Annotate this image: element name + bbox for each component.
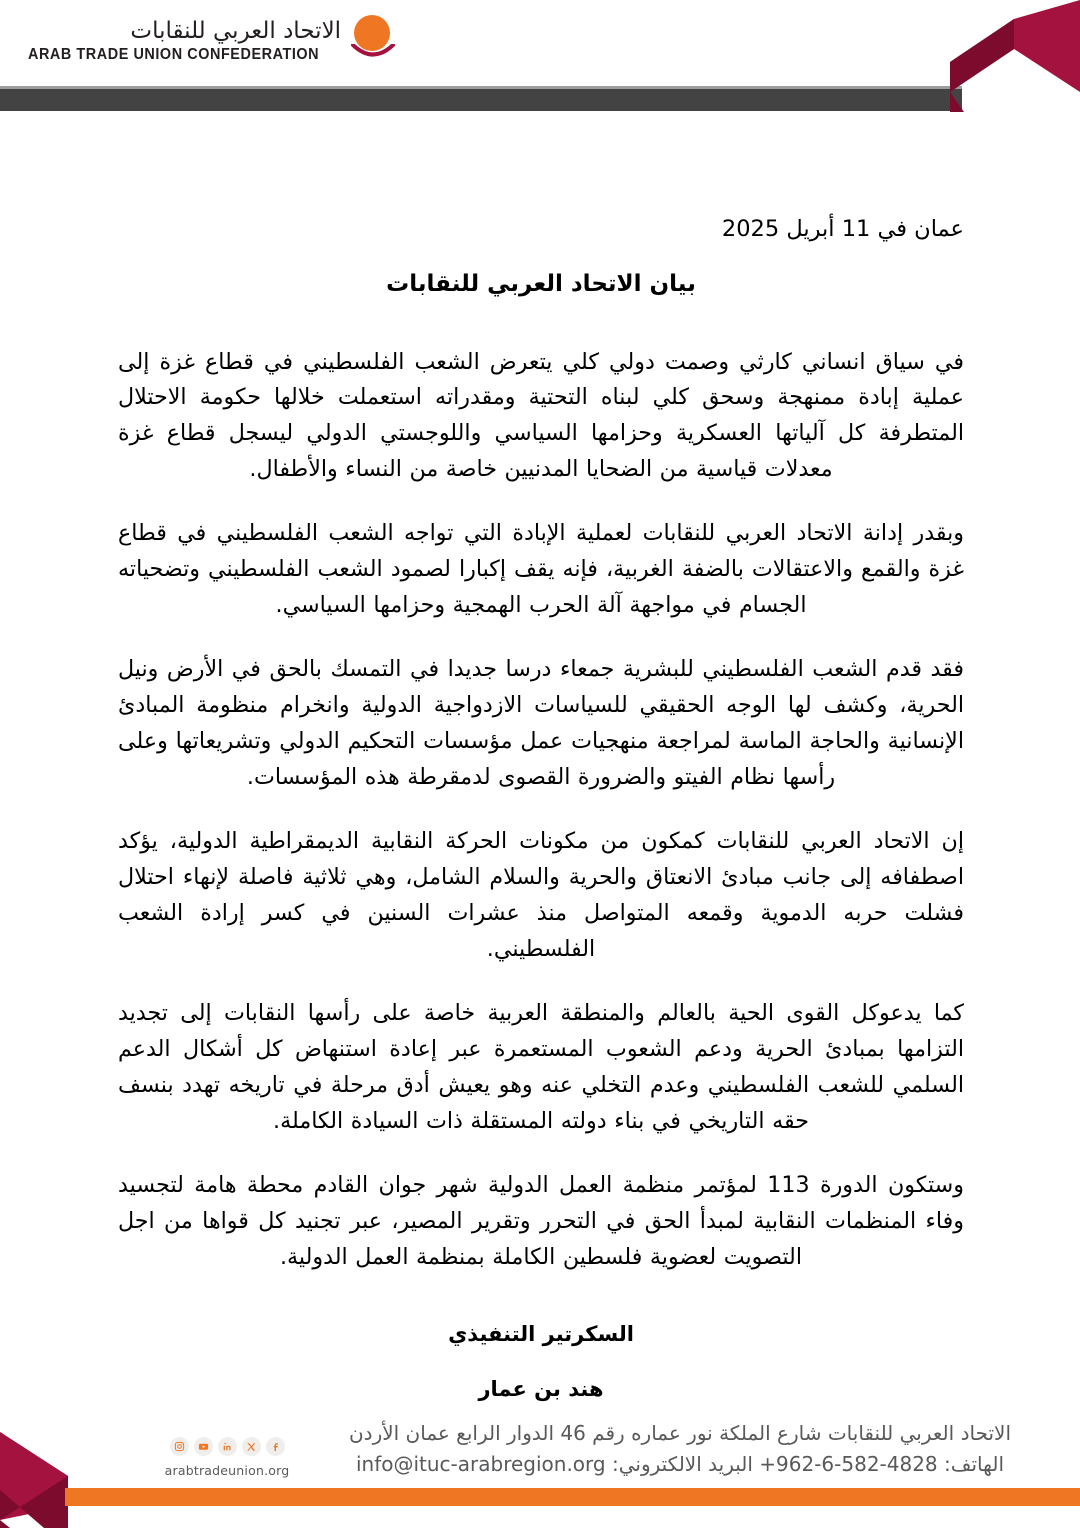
paragraph: وستكون الدورة 113 لمؤتمر منظمة العمل الدولية شهر جوان القادم محطة هامة لتجسيد وفاء المنظمات النقابية لمبدأ الحق في التحرر وتقرير المصير، عبر تجنيد كل قواها من اجل التصويت لعضوية فلسطين الكاملة بمنظمة العمل الدولية. <box>118 1171 964 1270</box>
footer-contact-info <box>300 1418 1060 1480</box>
footer-phone-email <box>300 1449 1060 1480</box>
logo-crimson-arc <box>351 44 395 66</box>
paragraph: فقد قدم الشعب الفلسطيني للبشرية جمعاء درسا جديدا في التمسك بالحق في الأرض ونيل الحرية، وكشف لها الوجه الحقيقي للسياسات الازدواجية الدولية وانخرام منظومة المبادئ الإنسانية والحاجة الماسة لمراجعة منهجيات عمل مؤسسات التحكيم الدولي وتشريعاتها وعلى رأسها نظام الفيتو والضرورة القصوى لدمقرطة هذه المؤسسات. <box>118 656 964 791</box>
email-label: البريد الالكتروني: <box>611 1452 753 1476</box>
instagram-icon[interactable] <box>170 1437 189 1456</box>
x-twitter-icon[interactable] <box>242 1437 261 1456</box>
footer-address: الاتحاد العربي للنقابات شارع الملكة نور عماره رقم 46 الدوار الرابع عمان الأردن <box>348 1421 1012 1445</box>
phone-label: الهاتف: <box>944 1452 1005 1476</box>
phone-number: +962-6-582-4828 <box>759 1452 938 1476</box>
paragraph: إن الاتحاد العربي للنقابات كمكون من مكونات الحركة النقابية الديمقراطية الدولية، يؤكد اصطفافه إلى جانب مبادئ الانعتاق والحرية والسلام الشامل، وهي ثلاثية فاصلة لإنهاء احتلال فشلت حربه الدموية وقمعه المتواصل منذ عشرات السنين في كسر إرادة الشعب الفلسطيني. <box>118 828 964 963</box>
paragraph: في سياق انساني كارثي وصمت دولي كلي يتعرض الشعب الفلسطيني في قطاع غزة إلى عملية إبادة ممنهجة وسحق كلي لبناه التحتية ومقدراته استعملت خلالها حكومة الاحتلال المتطرفة كل آلياتها العسكرية وحزامها السياسي واللوجستي الدولي ليسجل قطاع غزة معدلات قياسية من الضحايا المدنيين خاصة من النساء والأطفال. <box>118 348 964 483</box>
signature-block <box>118 1322 964 1402</box>
statement-paragraphs <box>118 345 964 1276</box>
page-title: بيان الاتحاد العربي للنقابات <box>386 270 696 297</box>
date-line: عمان في 11 أبريل 2025 <box>721 216 964 242</box>
signatory-name: هند بن عمار <box>478 1377 604 1401</box>
paragraph: كما يدعوكل القوى الحية بالعالم والمنطقة العربية خاصة على رأسها النقابات إلى تجديد التزامها بمبادئ الحرية ودعم الشعوب المستعمرة عبر إعادة استنهاض كل أشكال الدعم السلمي للشعب الفلسطيني وعدم التخلي عنه وهو يعيش أدق مرحلة في تاريخه تهدد بنسف حقه التاريخي في بناء دولته المستقلة ذات السيادة الكاملة. <box>118 1000 964 1134</box>
website-url[interactable]: arabtradeunion.org <box>164 1463 290 1478</box>
paragraph: وبقدر إدانة الاتحاد العربي للنقابات لعملية الإبادة التي تواجه الشعب الفلسطيني في قطاع غزة والقمع والاعتقالات بالضفة الغربية، فإنه يقف إكبارا لصمود الشعب الفلسطيني وتضحياته الجسام في مواجهة آلة الحرب الهمجية وحزامها السياسي. <box>118 520 964 619</box>
footer-orange-bar <box>65 1488 1080 1506</box>
header-dark-band <box>0 89 962 111</box>
social-icon-row <box>152 1437 302 1456</box>
document-body <box>118 214 964 1402</box>
social-links <box>152 1437 302 1478</box>
page-footer <box>0 1410 1080 1528</box>
organization-logo <box>28 12 397 68</box>
youtube-icon[interactable] <box>194 1437 213 1456</box>
logo-english-name: ARAB TRADE UNION CONFEDERATION <box>28 45 320 63</box>
logo-mark-icon <box>351 12 397 68</box>
logo-arabic-name: الاتحاد العربي للنقابات <box>130 18 342 45</box>
email-address[interactable]: info@ituc-arabregion.org <box>355 1452 606 1476</box>
facebook-icon[interactable] <box>266 1437 285 1456</box>
signatory-role: السكرتير التنفيذي <box>448 1321 634 1346</box>
linkedin-icon[interactable] <box>218 1437 237 1456</box>
top-right-chevron-decoration <box>950 0 1080 112</box>
